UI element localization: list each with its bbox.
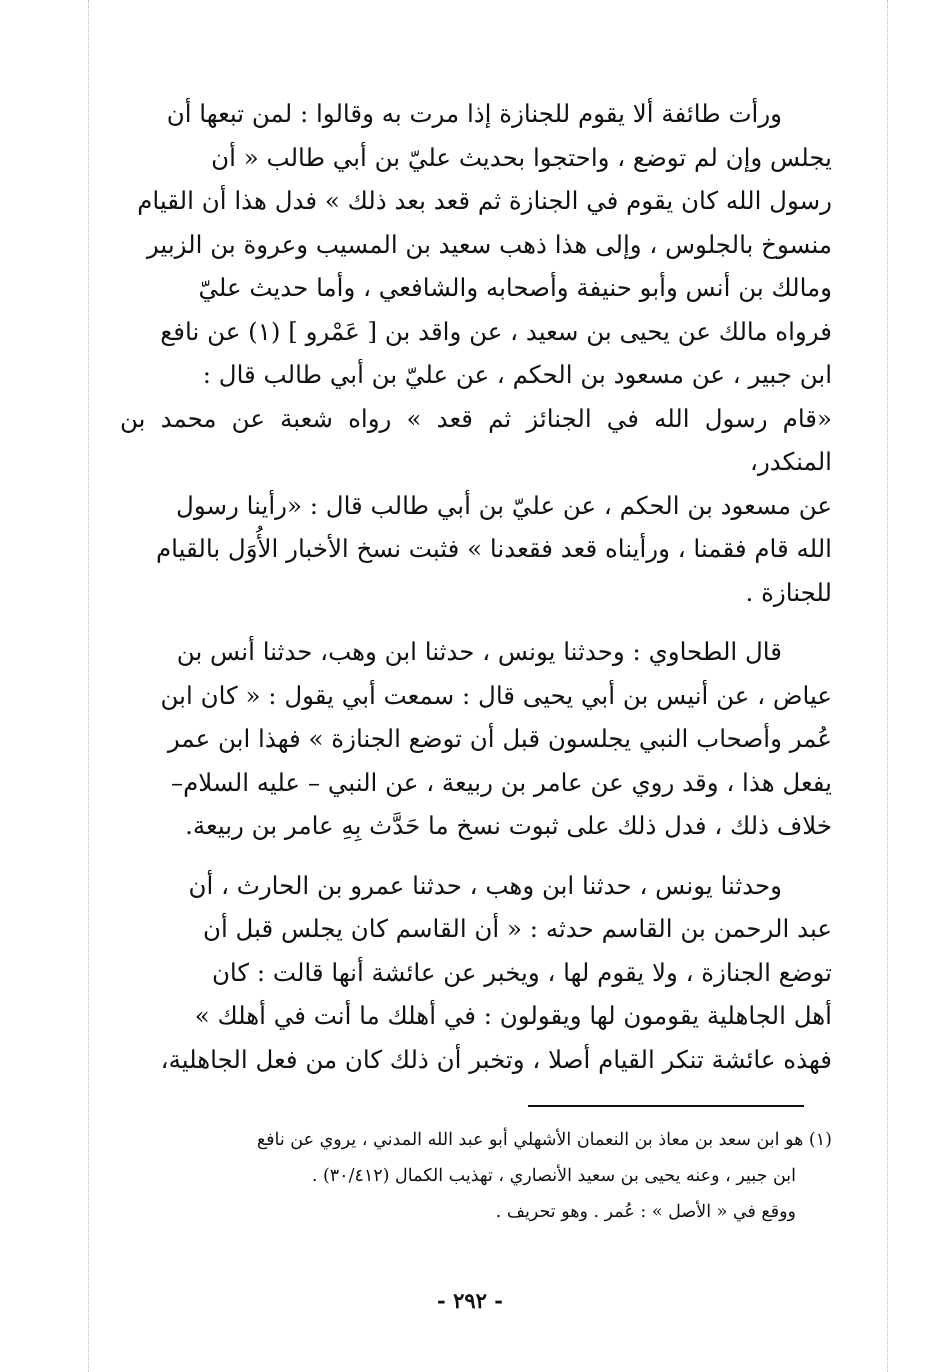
text-line: أهل الجاهلية يقومون لها ويقولون : في أهلك ما أنت في أهلك »	[194, 1001, 832, 1030]
text-line: وحدثنا يونس ، حدثنا ابن وهب ، حدثنا عمرو بن الحارث ، أن	[188, 870, 782, 900]
text-line: يجلس وإن لم توضع ، واحتجوا بحديث عليّ بن أبي طالب « أن	[211, 142, 832, 172]
text-line: توضع الجنازة ، ولا يقوم لها ، ويخبر عن عائشة أنها قالت : كان	[211, 957, 832, 987]
text-line: عبد الرحمن بن القاسم حدثه : « أن القاسم كان يجلس قبل أن	[202, 914, 832, 943]
text-line: منسوخ بالجلوس ، وإلى هذا ذهب سعيد بن المسيب وعروة بن الزبير	[146, 229, 832, 259]
page-number: - ٢٩٢ -	[437, 1288, 503, 1313]
text-line: ومالك بن أنس وأبو حنيفة وأصحابه والشافعي ، وأما حديث عليّ	[198, 273, 832, 302]
text-line: «قام رسول الله في الجنائز ثم قعد » رواه شعبة عن محمد بن المنكدر،	[120, 403, 832, 476]
footnote-separator	[528, 1105, 804, 1107]
paragraph-3	[120, 864, 832, 1082]
text-line: عن مسعود بن الحكم ، عن عليّ بن أبي طالب قال : «رأينا رسول	[176, 490, 832, 520]
text-line: ورأت طائفة ألا يقوم للجنازة إذا مرت به وقالوا : لمن تبعها أن	[166, 99, 782, 128]
footnote-line: ووقع في « الأصل » : عُمر . وهو تحريف .	[495, 1202, 796, 1222]
text-line: الله قام فقمنا ، ورأيناه قعد فقعدنا » فثبت نسخ الأخبار الأُوَل بالقيام	[155, 534, 832, 563]
text-line: خلاف ذلك ، فدل ذلك على ثبوت نسخ ما حَدَّث بِهِ عامر بن ربيعة.	[185, 811, 832, 840]
page-body	[120, 88, 832, 1081]
text-line: عُمر وأصحاب النبي يجلسون قبل أن توضع الجنازة » فهذا ابن عمر	[167, 724, 832, 753]
text-line: قال الطحاوي : وحدثنا يونس ، حدثنا ابن وهب، حدثنا أنس بن	[176, 637, 782, 666]
scan-margin-line-left	[88, 0, 89, 1372]
paragraph-1	[120, 92, 832, 614]
text-line: للجنازة .	[745, 577, 832, 607]
text-line: عياض ، عن أنيس بن أبي يحيى قال : سمعت أبي يقول : « كان ابن	[160, 680, 832, 710]
text-line: يفعل هذا ، وقد روي عن عامر بن ربيعة ، عن النبي – عليه السلام–	[170, 767, 832, 797]
footnote-line: ابن جبير ، وعنه يحيى بن سعيد الأنصاري ، تهذيب الكمال (٣٠/٤١٢) .	[311, 1166, 796, 1186]
scan-margin-line-right	[887, 0, 888, 1372]
text-line: رسول الله كان يقوم في الجنازة ثم قعد بعد ذلك » فدل هذا أن القيام	[137, 186, 832, 215]
text-line: ابن جبير ، عن مسعود بن الحكم ، عن عليّ بن أبي طالب قال :	[202, 360, 832, 389]
footnote-line: (١) هو ابن سعد بن معاذ بن النعمان الأشهلي أبو عبد الله المدني ، يروي عن نافع	[256, 1130, 832, 1150]
footnotes	[120, 1122, 832, 1230]
text-line: فهذه عائشة تنكر القيام أصلا ، وتخبر أن ذلك كان من فعل الجاهلية،	[160, 1044, 832, 1074]
paragraph-2	[120, 630, 832, 848]
text-line: فرواه مالك عن يحيى بن سعيد ، عن واقد بن [ عَمْرو ] (١) عن نافع	[160, 316, 832, 346]
